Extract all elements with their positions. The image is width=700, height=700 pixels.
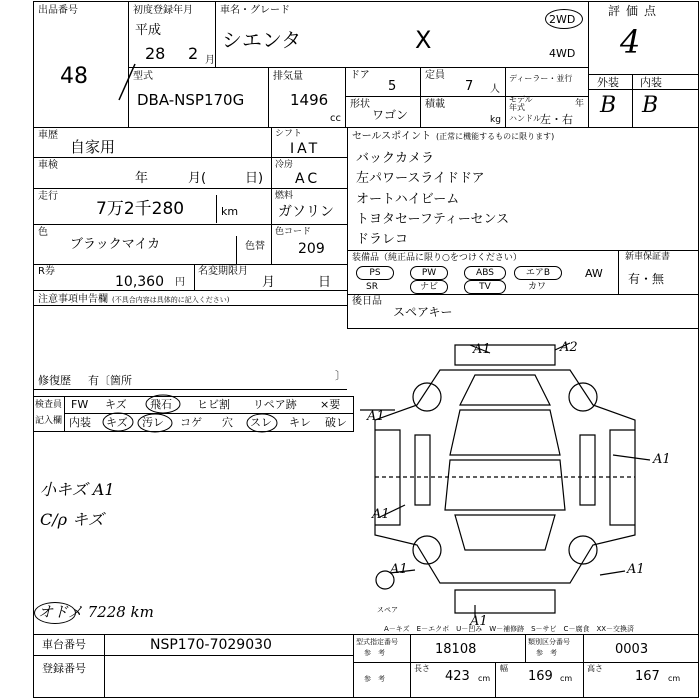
name-grade-label: 車名・グレード	[220, 5, 290, 16]
type-designation-label: 型式指定番号	[356, 638, 398, 646]
insp-scratch: キズ	[105, 398, 127, 411]
color-label: 色	[38, 227, 48, 238]
dealer-label: ディーラー・並行	[509, 74, 573, 83]
repair-close: 〕	[335, 369, 346, 382]
color: ブラックマイカ	[70, 237, 161, 252]
damage-mark: A1	[653, 452, 671, 467]
shift: IAT	[290, 141, 321, 157]
year-kanji: 年	[135, 171, 149, 186]
width-label: 幅	[500, 664, 508, 673]
equip-aw: AW	[585, 267, 603, 280]
month-unit: 月	[205, 55, 215, 66]
ac: AC	[295, 171, 321, 187]
insp-burn: コゲ	[180, 416, 202, 429]
person-unit: 人	[490, 84, 500, 95]
displacement-label: 排気量	[273, 71, 303, 82]
inspector-circles	[0, 0, 360, 440]
aftermarket-label: 後日品	[352, 296, 382, 307]
insp-required: ×要	[320, 398, 341, 411]
length-value: 423	[445, 669, 470, 684]
sales-points-label: セールスポイント	[352, 131, 432, 142]
equip-leather: カワ	[528, 282, 547, 292]
day-kanji: 日)	[245, 171, 264, 186]
inspector-label-1: 検査員	[35, 400, 63, 410]
damage-mark: A1	[390, 562, 408, 577]
damage-mark: A1	[470, 614, 488, 627]
insp-int-scratch: キズ	[106, 416, 128, 429]
kg-unit: kg	[490, 115, 501, 125]
insp-fw: FW	[71, 398, 89, 411]
sales-point-item: オートハイビーム	[356, 192, 460, 207]
shape-label: 形状	[350, 99, 370, 110]
model-code: DBA-NSP170G	[137, 91, 245, 109]
cc-unit: cc	[330, 113, 341, 124]
sales-points-note: (正常に機能するものに限ります)	[436, 132, 555, 141]
sales-point-item: 左パワースライドドア	[356, 171, 485, 186]
length-unit: cm	[478, 674, 491, 683]
exterior-grade: B	[600, 93, 617, 118]
insp-crack: ヒビ割	[197, 398, 230, 411]
damage-mark: A1	[372, 507, 390, 522]
inspection-label: 車検	[38, 160, 58, 171]
width-value: 169	[528, 669, 553, 684]
displacement: 1496	[290, 91, 329, 109]
drive-4wd: 4WD	[549, 47, 576, 60]
reference-3: 参 考	[364, 675, 385, 683]
registration-label: 登録番号	[42, 662, 86, 675]
insp-rub: スレ	[250, 416, 272, 429]
damage-mark: A1	[367, 409, 385, 424]
damage-mark: A1	[627, 562, 645, 577]
year-unit: 年	[575, 99, 585, 109]
height-unit: cm	[668, 674, 681, 683]
deadline-month: 月	[262, 275, 276, 290]
score: 4	[620, 23, 641, 61]
insp-chip: 飛石	[150, 398, 172, 411]
yen-unit: 円	[175, 277, 185, 288]
capacity-label: 定員	[425, 70, 445, 81]
insp-hole: 穴	[222, 416, 233, 429]
hand-note-1: 小キズ A1	[40, 480, 115, 499]
insp-interior: 内装	[69, 416, 91, 429]
history-value: 自家用	[70, 138, 116, 156]
fuel-label: 燃料	[275, 191, 294, 201]
history-label: 車歴	[38, 130, 58, 141]
score-label: 評価点	[608, 4, 663, 18]
shape: ワゴン	[372, 108, 409, 122]
inspector-label-2: 記入欄	[35, 416, 63, 426]
mileage-label: 走行	[38, 191, 58, 202]
doors-label: ドア	[350, 70, 370, 81]
hand-note-2: C/ρ キズ	[40, 510, 104, 529]
model-label: 型式	[133, 71, 153, 82]
interior-grade: B	[642, 93, 659, 118]
reference-2: 参 考	[536, 649, 557, 657]
type-designation: 18108	[435, 642, 477, 657]
chassis-number: NSP170-7029030	[150, 637, 272, 653]
insp-repair-trace: リペア跡	[253, 398, 297, 411]
warranty-value: 有・無	[628, 272, 665, 286]
first-reg-label: 初度登録年月	[133, 5, 193, 16]
color-code: 209	[298, 241, 325, 257]
sales-point-item: バックカメラ	[356, 151, 435, 166]
deadline-label: 名変期限月	[198, 266, 248, 277]
equip-sr: SR	[366, 282, 378, 292]
interior-label: 内装	[640, 76, 662, 89]
equip-abs: ABS	[464, 266, 506, 280]
chassis-label: 車台番号	[42, 638, 86, 651]
notes-note: (不具合内容は具体的に記入ください)	[112, 296, 230, 304]
drive-2wd: 2WD	[549, 13, 576, 26]
sales-point-item: トヨタセーフティーセンス	[356, 212, 510, 227]
mileage: 7万2千280	[96, 199, 185, 219]
exterior-label: 外装	[597, 76, 619, 89]
shift-label: シフト	[275, 129, 303, 139]
load-label: 積載	[425, 99, 445, 110]
reference-1: 参 考	[364, 649, 385, 657]
class-label: 類別区分番号	[528, 638, 570, 646]
recycle-label: R券	[38, 266, 55, 277]
lot-number: 48	[60, 64, 88, 89]
equip-airbag: エアB	[514, 266, 562, 280]
car-name: シエンタ	[222, 28, 302, 52]
width-unit: cm	[560, 674, 573, 683]
hand-note-3: オドメ 7228 km	[38, 603, 154, 621]
equip-pw: PW	[410, 266, 448, 280]
warranty-label: 新車保証書	[625, 252, 671, 262]
color-code-label: 色コード	[275, 227, 312, 237]
damage-mark: A2	[560, 340, 578, 355]
fuel: ガソリン	[278, 204, 334, 220]
grade: X	[415, 26, 432, 54]
lot-number-label: 出品番号	[38, 5, 78, 16]
notes-label: 注意事項申告欄	[38, 294, 108, 305]
doors: 5	[388, 79, 397, 94]
repair-label: 修復歴	[38, 374, 71, 387]
repair-value: 有〔箇所	[88, 374, 132, 387]
model-year-label: モデル 年式	[509, 95, 533, 112]
aftermarket-value: スペアキー	[393, 305, 453, 319]
recycle-value: 10,360	[115, 274, 164, 290]
damage-legend: A－キズ E－エクボ U－凹み W－補修跡 S－サビ C－腐食 XX－交換済	[384, 625, 635, 633]
ac-label: 冷房	[275, 160, 294, 170]
reg-year: 28	[145, 44, 166, 63]
repaint-label: 色替	[245, 241, 265, 252]
height-value: 167	[635, 669, 660, 684]
insp-dirt: 汚レ	[142, 416, 164, 429]
equip-tv: TV	[464, 280, 506, 294]
handle-label: ハンドル	[509, 114, 541, 123]
handle-value: 左・右	[540, 113, 573, 126]
reg-month: 2	[188, 44, 199, 63]
km-unit: km	[221, 205, 239, 218]
insp-cut: キレ	[289, 416, 311, 429]
length-label: 長さ	[414, 664, 430, 673]
car-diagram	[355, 335, 695, 627]
sales-point-item: ドラレコ	[356, 232, 409, 247]
height-label: 高さ	[587, 664, 603, 673]
era: 平成	[135, 23, 162, 38]
deadline-day: 日	[318, 275, 332, 290]
equip-ps: PS	[356, 266, 394, 280]
equip-navi: ナビ	[410, 280, 448, 294]
month-kanji: 月(	[188, 171, 207, 186]
insp-tear: 破レ	[325, 416, 347, 429]
class-number: 0003	[615, 642, 649, 657]
equipment-label: 装備品（純正品に限り○をつけください）	[352, 253, 522, 263]
damage-mark: A1	[473, 342, 491, 357]
capacity: 7	[465, 79, 474, 94]
spare-label: スペア	[377, 606, 398, 614]
